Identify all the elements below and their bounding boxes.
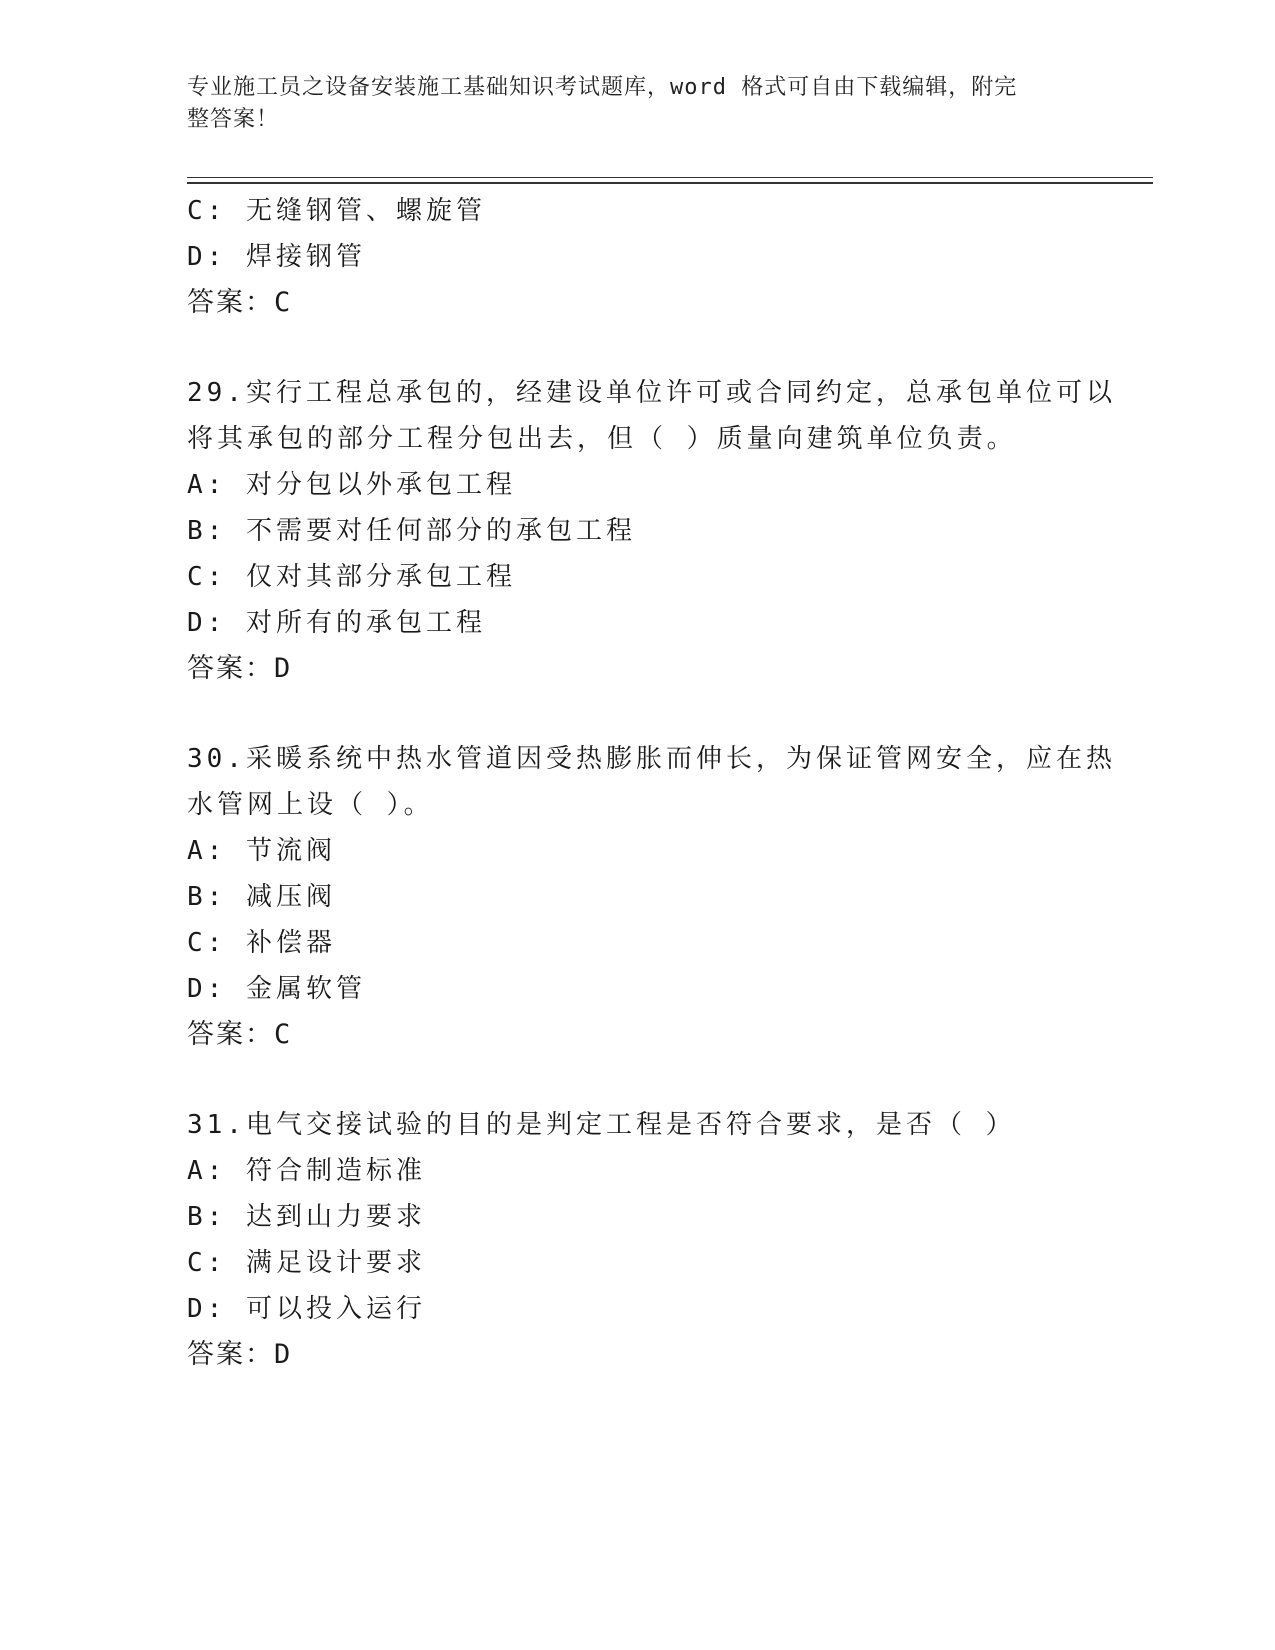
option-text: 达到山力要求	[245, 1202, 426, 1232]
question-line: 将其承包的部分工程分包出去，但（ ）质量向建筑单位负责。	[187, 424, 1017, 454]
option-a	[187, 462, 1087, 508]
spacer	[187, 1058, 1087, 1102]
option-text: 焊接钢管	[245, 242, 366, 272]
answer-line: 答案：C	[187, 1019, 293, 1050]
option-text: 节流阀	[245, 836, 336, 866]
option-text: 不需要对任何部分的承包工程	[245, 516, 636, 546]
option-letter: D:	[187, 242, 227, 272]
option-c	[187, 554, 1087, 600]
question-29	[187, 370, 1116, 692]
option-text: 满足设计要求	[245, 1248, 426, 1278]
option-d	[187, 1286, 1087, 1332]
question-text	[187, 1102, 1087, 1148]
question-line: 水管网上设（ ）。	[187, 790, 434, 820]
option-letter: B:	[187, 516, 227, 546]
option-text: 对所有的承包工程	[245, 608, 486, 638]
option-a	[187, 828, 1087, 874]
question-30	[187, 736, 1116, 1058]
option-letter: C:	[187, 562, 227, 592]
question-line: 30.采暖系统中热水管道因受热膨胀而伸长，为保证管网安全，应在热	[187, 744, 1116, 774]
question-fragment	[187, 188, 1087, 326]
option-letter: D:	[187, 974, 227, 1004]
option-b	[187, 508, 1087, 554]
spacer	[187, 692, 1087, 736]
option-text: 无缝钢管、螺旋管	[245, 196, 486, 226]
answer-line: 答案：C	[187, 287, 293, 318]
question-text	[187, 370, 1116, 462]
option-text: 仅对其部分承包工程	[245, 562, 516, 592]
option-text: 减压阀	[245, 882, 336, 912]
option-letter: C:	[187, 196, 227, 226]
option-letter: B:	[187, 1202, 227, 1232]
question-line: 29.实行工程总承包的，经建设单位许可或合同约定，总承包单位可以	[187, 378, 1116, 408]
header-text-line-1: 专业施工员之设备安装施工基础知识考试题库，word 格式可自由下载编辑，附完	[187, 75, 1018, 100]
option-d	[187, 234, 1087, 280]
header-divider-thick	[187, 182, 1153, 184]
option-b	[187, 1194, 1087, 1240]
option-b	[187, 874, 1087, 920]
header-divider-thin	[187, 177, 1153, 178]
header-text-line-2: 整答案！	[187, 107, 280, 132]
option-text: 金属软管	[245, 974, 366, 1004]
option-text: 对分包以外承包工程	[245, 470, 516, 500]
option-text: 可以投入运行	[245, 1294, 426, 1324]
spacer	[187, 326, 1087, 370]
option-letter: A:	[187, 836, 227, 866]
option-letter: C:	[187, 1248, 227, 1278]
option-a	[187, 1148, 1087, 1194]
option-text: 符合制造标准	[245, 1156, 426, 1186]
option-letter: C:	[187, 928, 227, 958]
answer-line: 答案：D	[187, 1339, 293, 1370]
option-c	[187, 188, 1087, 234]
answer-line: 答案：D	[187, 653, 293, 684]
option-letter: D:	[187, 608, 227, 638]
page-header	[187, 72, 1067, 136]
question-31	[187, 1102, 1087, 1378]
option-letter: A:	[187, 470, 227, 500]
option-d	[187, 600, 1087, 646]
question-text	[187, 736, 1116, 828]
question-line: 31.电气交接试验的目的是判定工程是否符合要求，是否（ ）	[187, 1110, 1016, 1140]
option-letter: A:	[187, 1156, 227, 1186]
option-letter: B:	[187, 882, 227, 912]
question-list	[187, 188, 1116, 1378]
option-c	[187, 1240, 1087, 1286]
option-d	[187, 966, 1087, 1012]
option-letter: D:	[187, 1294, 227, 1324]
option-c	[187, 920, 1087, 966]
option-text: 补偿器	[245, 928, 336, 958]
